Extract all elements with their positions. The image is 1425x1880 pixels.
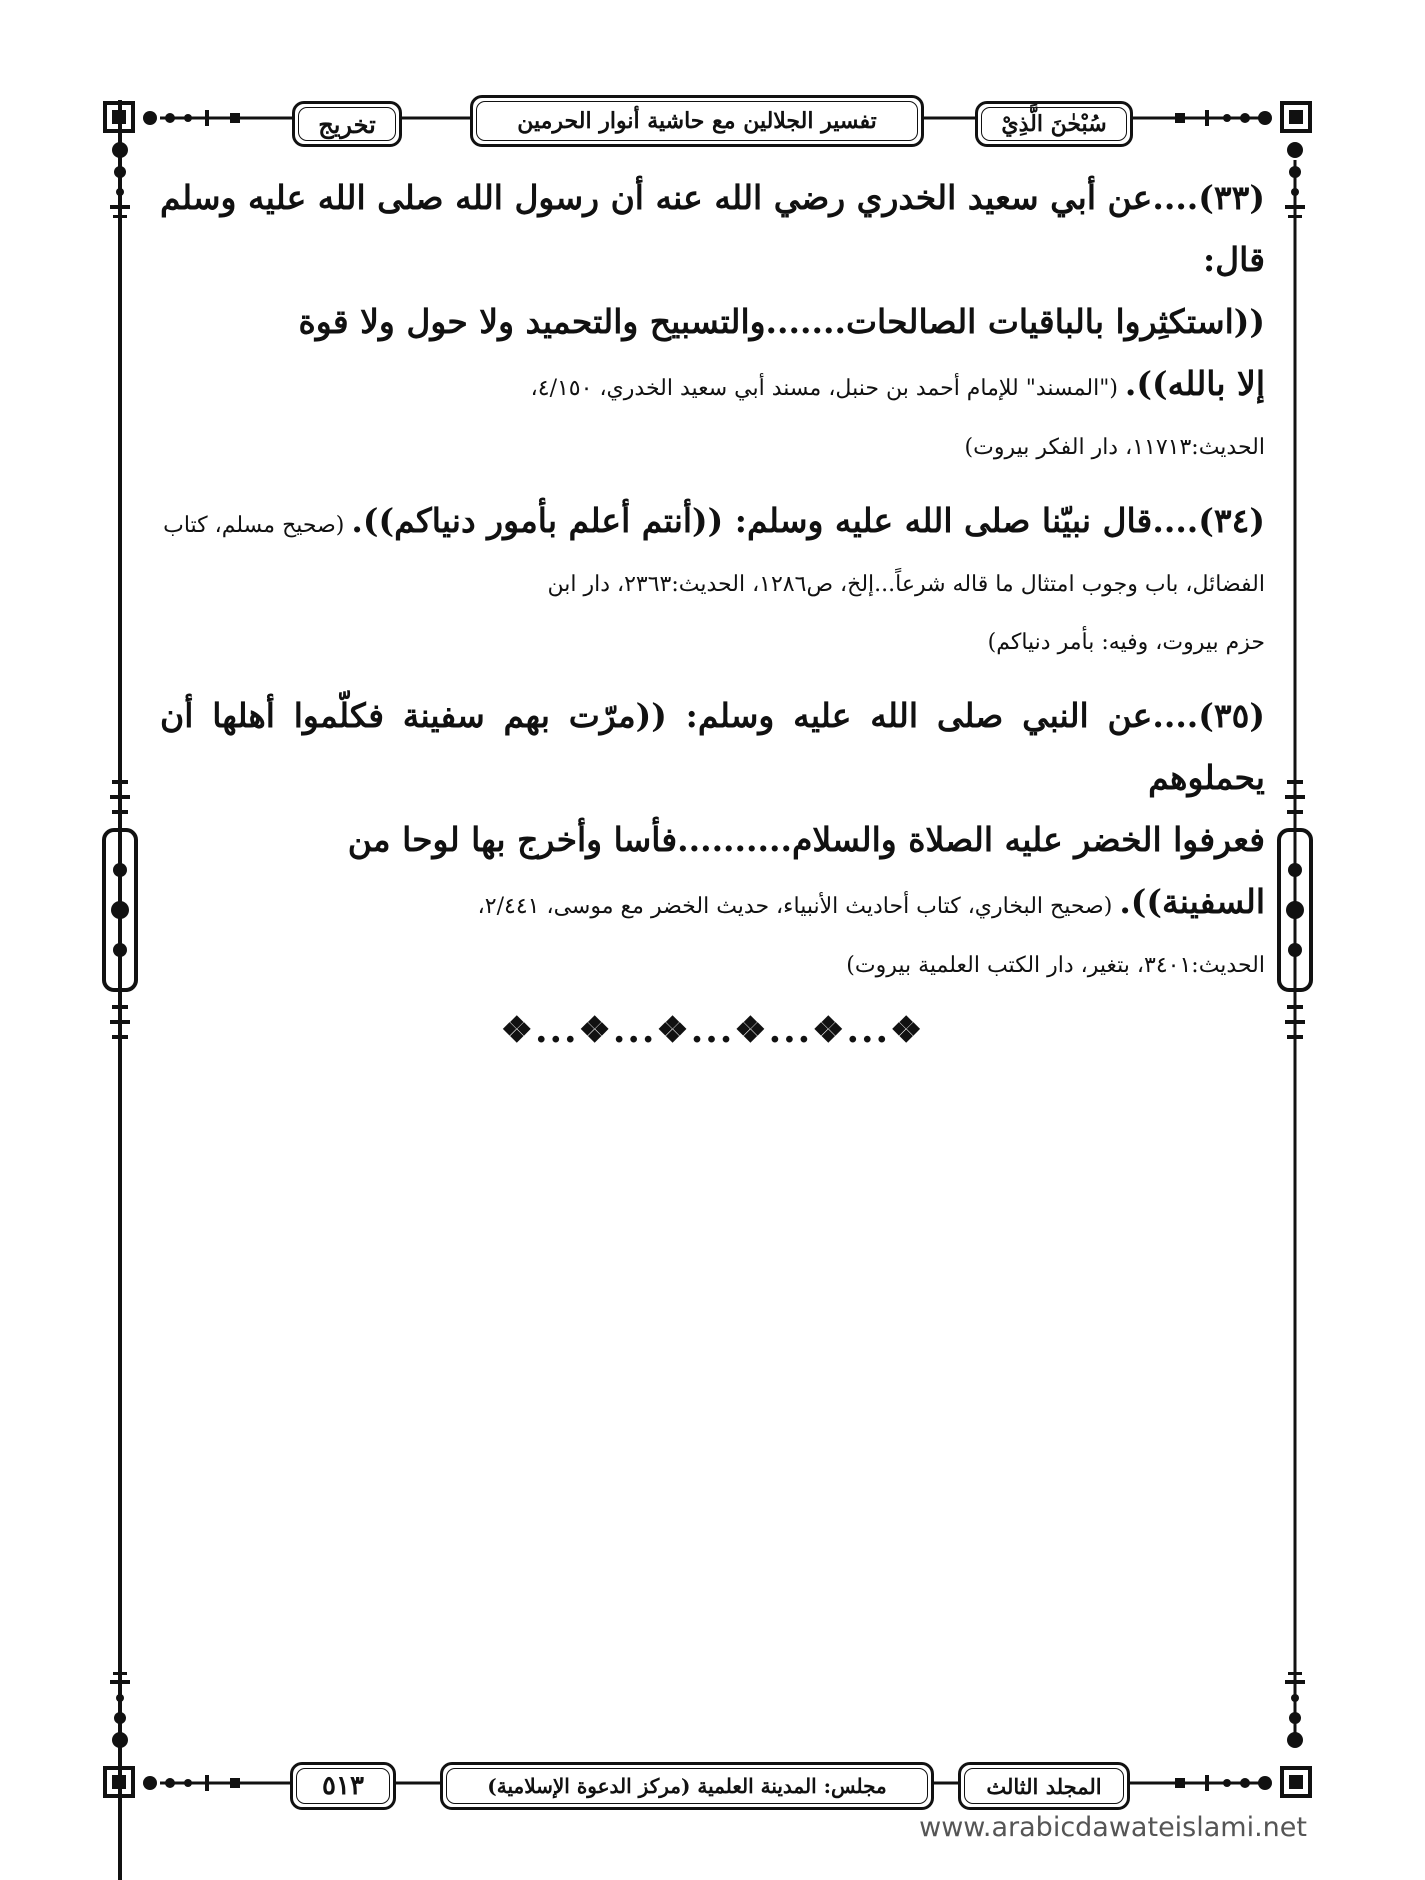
footer-tab-page-number xyxy=(290,1762,396,1810)
header-tab-takhrij xyxy=(292,101,402,147)
entry-line xyxy=(160,292,1265,354)
volume-label: المجلد الثالث xyxy=(986,1773,1102,1799)
entry-text-bold: فعرفوا الخضر عليه الصلاة والسلام..........فأسا وأخرج بها لوحا من xyxy=(347,820,1265,859)
entry-line xyxy=(160,872,1265,937)
footer-tab-volume xyxy=(958,1762,1130,1810)
entry-text-bold: إلا بالله)). xyxy=(1124,364,1265,403)
footnote-entry-33 xyxy=(160,168,1265,477)
entry-text-bold: عن أبي سعيد الخدري رضي الله عنه أن رسول الله صلى الله عليه وسلم قال: xyxy=(160,178,1265,279)
entry-reference: الفضائل، باب وجوب امتثال ما قاله شرعاً...إلخ، ص١٢٨٦، الحديث:٢٣٦٣، دار ابن xyxy=(547,572,1265,597)
entry-line xyxy=(160,419,1265,477)
page-number: ٥١٣ xyxy=(322,1771,364,1801)
page-content xyxy=(160,168,1265,1051)
entry-number: (٣٣).... xyxy=(1152,178,1265,217)
entry-line xyxy=(160,354,1265,419)
entry-line xyxy=(160,556,1265,614)
publisher-label: مجلس: المدينة العلمية (مركز الدعوة الإسلامية) xyxy=(487,1774,887,1798)
footer-tab-publisher xyxy=(440,1762,934,1810)
entry-line xyxy=(160,686,1265,810)
entry-text-bold: قال نبيّنا صلى الله عليه وسلم: ((أنتم أعلم بأمور دنياكم)). xyxy=(351,501,1153,540)
entry-line xyxy=(160,491,1265,556)
entry-line xyxy=(160,614,1265,672)
entry-line xyxy=(160,168,1265,292)
entry-text-bold: ((استكثِروا بالباقيات الصالحات.......والتسبيح والتحميد ولا حول ولا قوة xyxy=(298,302,1265,341)
footnote-entry-35 xyxy=(160,686,1265,995)
entry-line xyxy=(160,937,1265,995)
entry-number: (٣٥).... xyxy=(1152,696,1265,735)
entry-text-bold: السفينة)). xyxy=(1119,882,1265,921)
entry-reference: حزم بيروت، وفيه: بأمر دنياكم) xyxy=(987,630,1265,655)
header-tab-book-title xyxy=(470,95,924,147)
entry-reference: (صحيح مسلم، كتاب xyxy=(163,513,352,538)
entry-reference: الحديث:٣٤٠١، بتغير، دار الكتب العلمية بيروت) xyxy=(846,953,1265,978)
header-tab-surah xyxy=(975,101,1133,147)
entry-text-bold: عن النبي صلى الله عليه وسلم: ((مرّت بهم سفينة فكلّموا أهلها أن يحملوهم xyxy=(160,696,1265,797)
header-tab-surah-label: سُبْحٰنَ الَّذِيْ xyxy=(1001,111,1107,137)
website-watermark: www.arabicdawateislami.net xyxy=(919,1812,1307,1843)
entry-reference: الحديث:١١٧١٣، دار الفكر بيروت) xyxy=(964,435,1265,460)
entry-number: (٣٤).... xyxy=(1152,501,1265,540)
section-divider: ❖...❖...❖...❖...❖...❖ xyxy=(500,1009,925,1051)
footnote-entry-34 xyxy=(160,491,1265,672)
header-tab-book-title-label: تفسير الجلالين مع حاشية أنوار الحرمين xyxy=(517,108,877,134)
entry-reference: ("المسند" للإمام أحمد بن حنبل، مسند أبي سعيد الخدري، ٤/١٥٠، xyxy=(530,376,1125,401)
entry-line xyxy=(160,810,1265,872)
entry-reference: (صحيح البخاري، كتاب أحاديث الأنبياء، حديث الخضر مع موسى، ٢/٤٤١، xyxy=(477,894,1120,919)
header-tab-takhrij-label: تخريج xyxy=(318,109,376,139)
